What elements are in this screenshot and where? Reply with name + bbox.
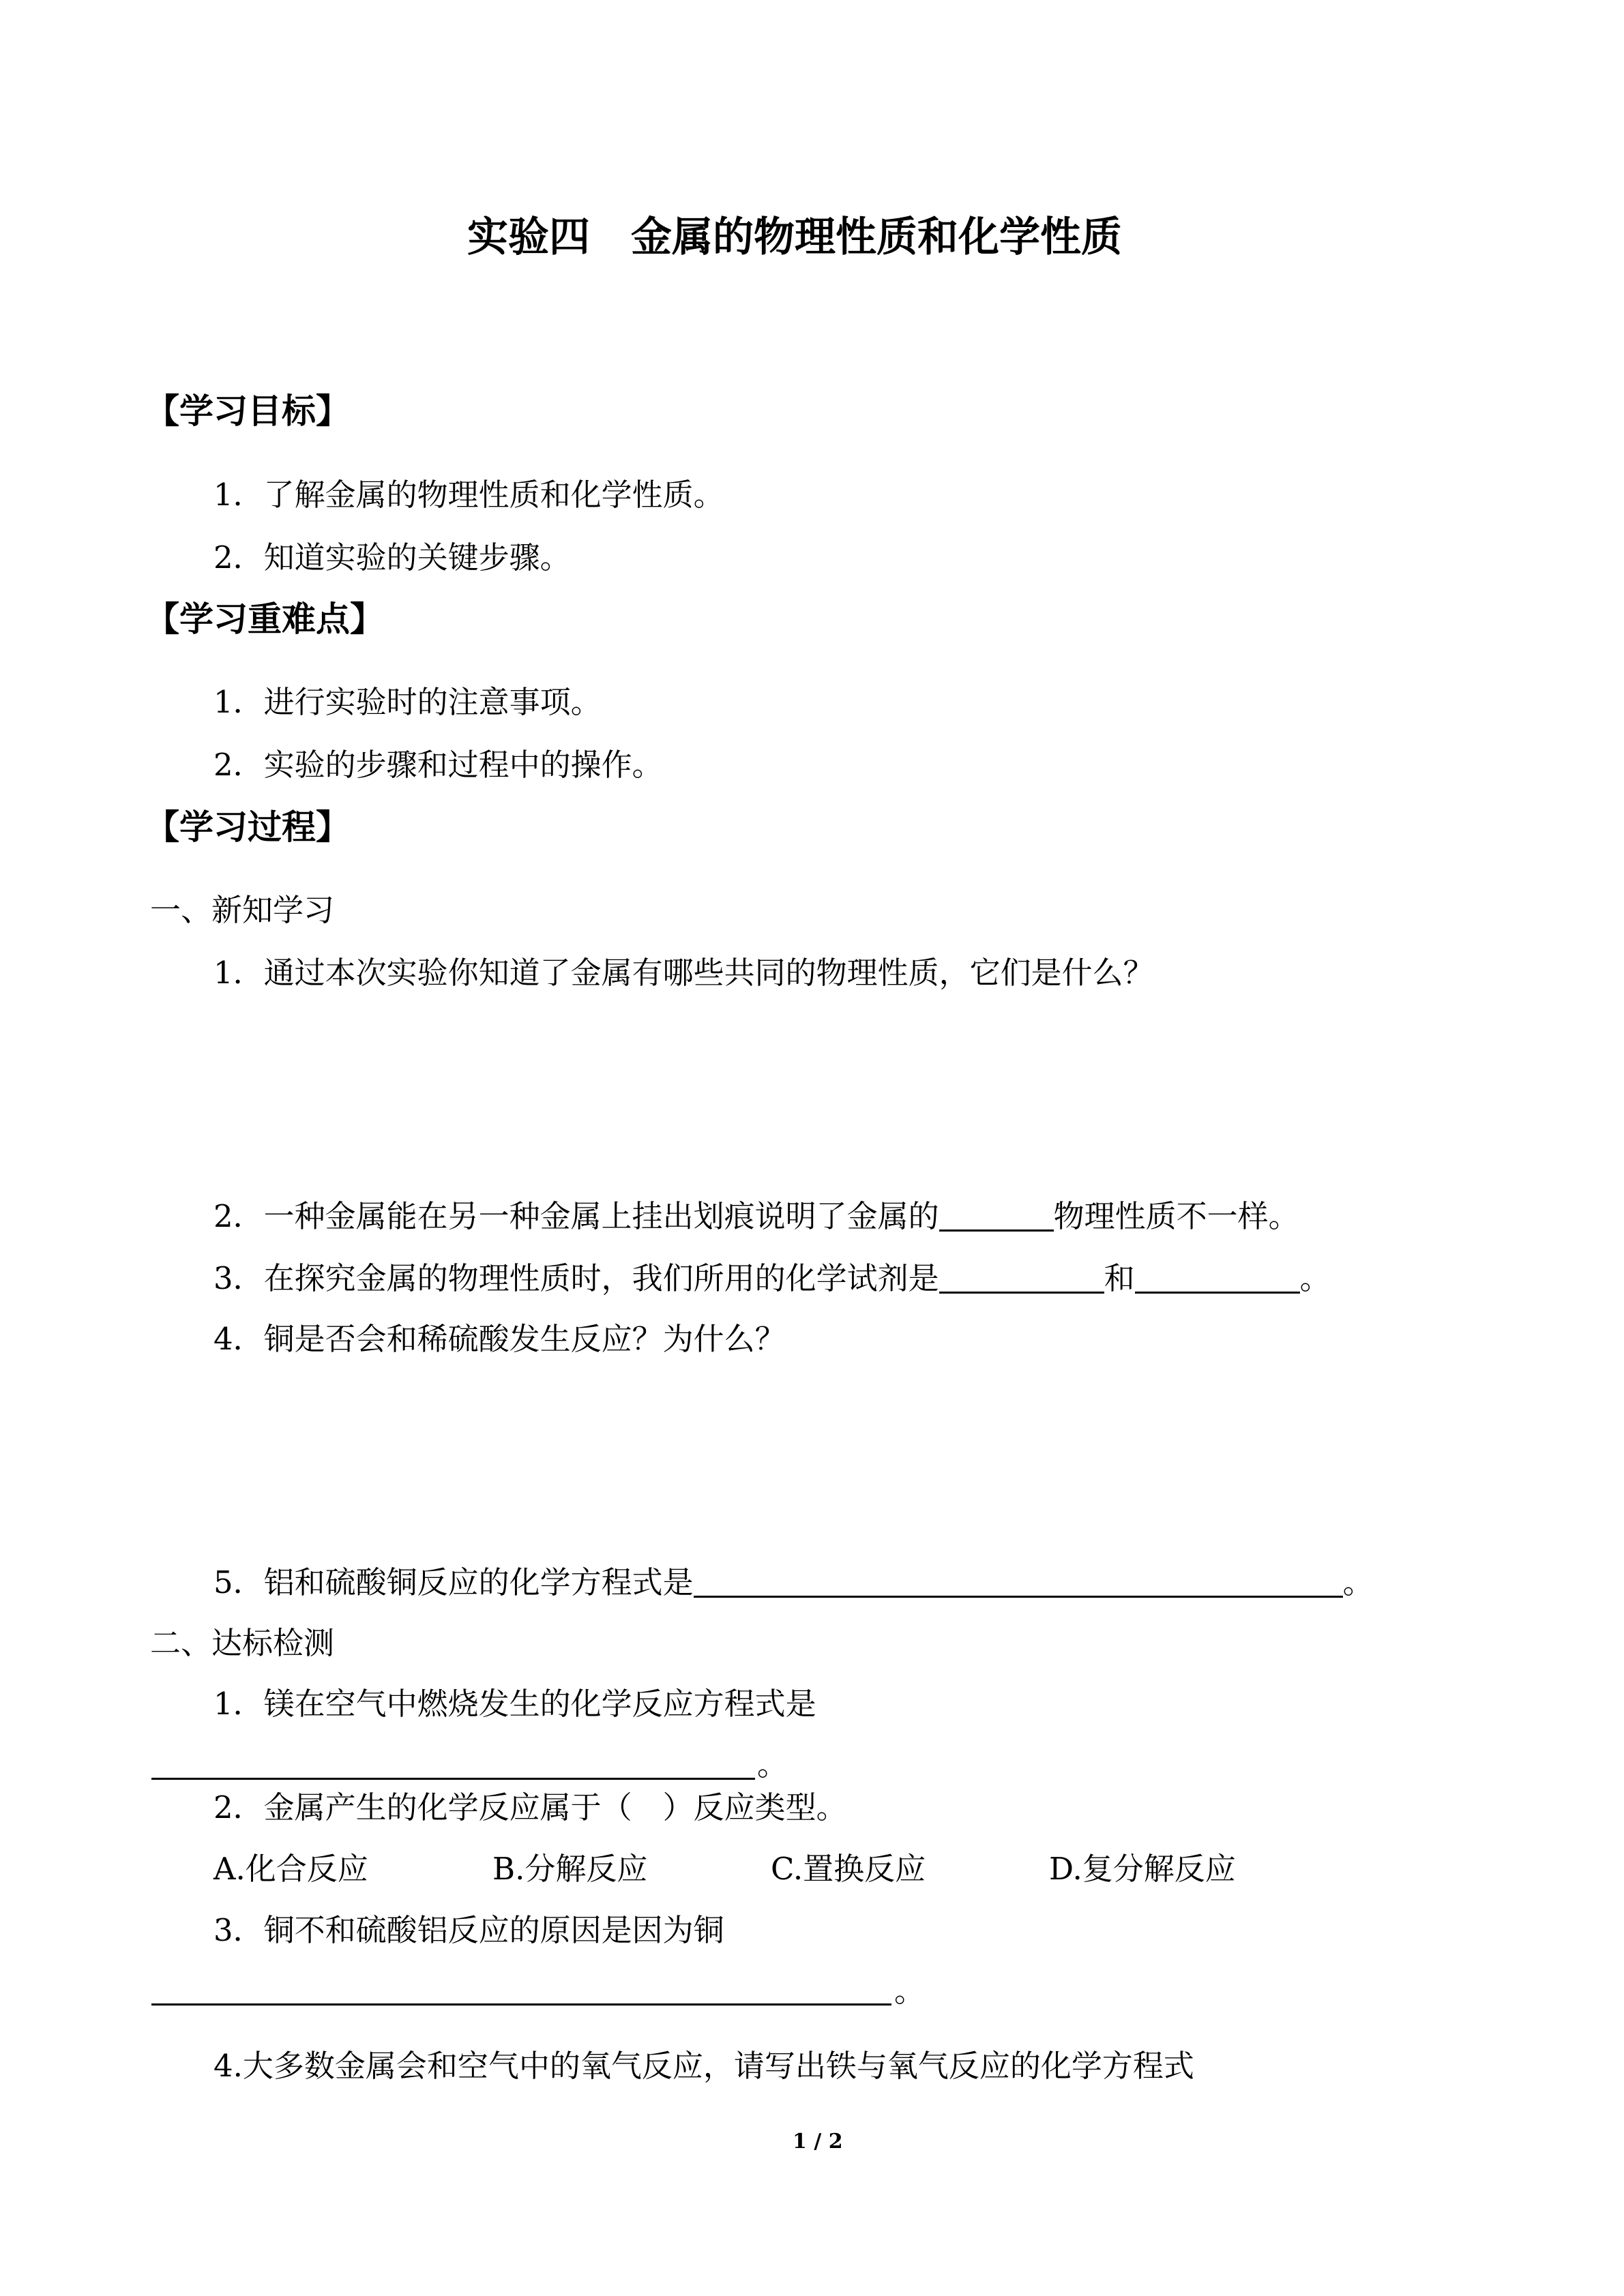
answer-line[interactable] <box>151 2003 891 2006</box>
part1-heading: 一、新知学习 <box>150 892 335 928</box>
question-text: 物理性质不一样。 <box>1053 1198 1299 1234</box>
part1-question-4: 4．铜是否会和稀硫酸发生反应？为什么？ <box>213 1321 786 1357</box>
part2-question-1: 1．镁在空气中燃烧发生的化学反应方程式是 <box>213 1686 816 1722</box>
page-number: 1 / 2 <box>793 2130 843 2153</box>
question-text: 。 <box>1299 1260 1331 1296</box>
answer-blank[interactable] <box>939 1199 1054 1232</box>
answer-blank[interactable] <box>1135 1262 1300 1294</box>
option-d[interactable]: D.复分解反应 <box>1049 1851 1236 1887</box>
part2-question-4: 4.大多数金属会和空气中的氧气反应，请写出铁与氧气反应的化学方程式 <box>213 2048 1194 2084</box>
part2-heading: 二、达标检测 <box>150 1625 335 1661</box>
page-title: 实验四 金属的物理性质和化学性质 <box>467 213 1122 261</box>
part1-question-3 <box>213 1262 1331 1294</box>
answer-blank[interactable] <box>694 1566 1343 1598</box>
part1-question-2 <box>213 1199 1299 1232</box>
answer-line-end: 。 <box>894 1973 926 2009</box>
objective-item-2: 2．知道实验的关键步骤。 <box>213 539 571 576</box>
part1-question-1: 1．通过本次实验你知道了金属有哪些共同的物理性质，它们是什么？ <box>213 955 1154 991</box>
process-heading: 【学习过程】 <box>145 807 350 847</box>
part1-question-5 <box>213 1566 1374 1598</box>
question-text: 3．在探究金属的物理性质时，我们所用的化学试剂是 <box>213 1260 939 1296</box>
question-text: 。 <box>1342 1564 1374 1600</box>
option-c[interactable]: C.置换反应 <box>771 1851 926 1887</box>
answer-line[interactable] <box>151 1778 755 1780</box>
option-a[interactable]: A.化合反应 <box>213 1851 368 1887</box>
question-text: 和 <box>1104 1260 1135 1296</box>
option-b[interactable]: B.分解反应 <box>492 1851 648 1887</box>
answer-blank[interactable] <box>939 1262 1104 1294</box>
answer-line-end: 。 <box>757 1746 788 1783</box>
part2-question-2: 2．金属产生的化学反应属于（ ）反应类型。 <box>213 1789 847 1825</box>
key-point-item-1: 1．进行实验时的注意事项。 <box>213 684 602 720</box>
question-text: 5．铝和硫酸铜反应的化学方程式是 <box>213 1564 694 1600</box>
part2-question-3: 3．铜不和硫酸铝反应的原因是因为铜 <box>213 1912 724 1948</box>
key-point-item-2: 2．实验的步骤和过程中的操作。 <box>213 747 663 783</box>
key-points-heading: 【学习重难点】 <box>145 599 384 639</box>
question-text: 2．一种金属能在另一种金属上挂出划痕说明了金属的 <box>213 1198 939 1234</box>
objectives-heading: 【学习目标】 <box>145 391 350 431</box>
objective-item-1: 1．了解金属的物理性质和化学性质。 <box>213 477 724 513</box>
